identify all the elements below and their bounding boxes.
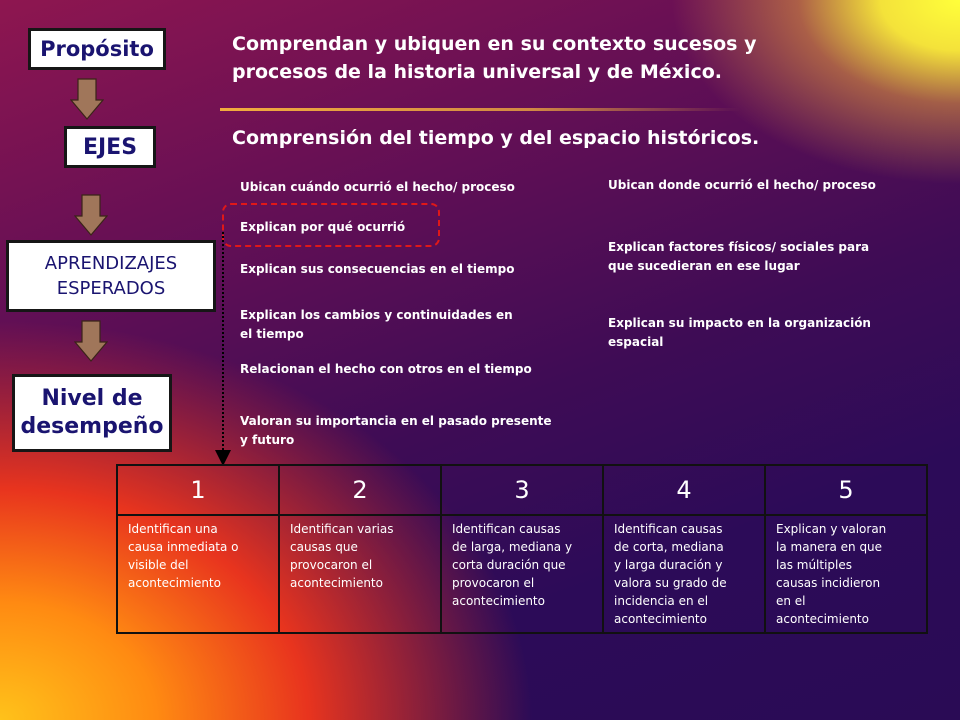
learning-line: Relacionan el hecho con otros en el tiempo [240, 362, 532, 376]
divider-line [220, 108, 740, 111]
description-line: valora su grado de [614, 576, 727, 590]
purpose-line-1: Comprendan y ubiquen en su contexto sucesos y [232, 33, 757, 55]
description-line: acontecimiento [452, 594, 545, 608]
performance-levels-table [116, 464, 928, 634]
description-line: corta duración que [452, 558, 566, 572]
description-line: en el [776, 594, 806, 608]
learning-line: Explican factores físicos/ sociales para [608, 240, 870, 254]
description-line: acontecimiento [614, 612, 707, 626]
description-line: de corta, mediana [614, 540, 724, 554]
level-description [117, 515, 279, 633]
learning-line: espacial [608, 335, 664, 349]
levels-description-row [117, 515, 927, 633]
learning-line: Valoran su importancia en el pasado presente [240, 414, 552, 428]
description-line: Identifican varias [290, 522, 394, 536]
proposito-text: Propósito [40, 37, 154, 61]
aprendizajes-label [6, 240, 216, 312]
ejes-label [64, 126, 156, 168]
level-description [279, 515, 441, 633]
levels-header-row [117, 465, 927, 515]
aprendizajes-line-2: ESPERADOS [56, 278, 166, 299]
description-line: Identifican causas [452, 522, 561, 536]
description-line: Identifican una [128, 522, 218, 536]
learning-line: Explican sus consecuencias en el tiempo [240, 262, 515, 276]
learning-space-item [608, 314, 871, 352]
description-line: las múltiples [776, 558, 853, 572]
level-description [603, 515, 765, 633]
level-number: 4 [603, 465, 765, 515]
description-line: causa inmediata o [128, 540, 239, 554]
learning-line: Explican su impacto en la organización [608, 316, 871, 330]
learning-line: Ubican cuándo ocurrió el hecho/ proceso [240, 180, 515, 194]
description-line: causas que [290, 540, 358, 554]
learning-line: el tiempo [240, 327, 304, 341]
learning-line: Explican los cambios y continuidades en [240, 308, 513, 322]
description-line: de larga, mediana y [452, 540, 573, 554]
level-number: 2 [279, 465, 441, 515]
learning-time-item [240, 260, 514, 279]
purpose-line-2: procesos de la historia universal y de México. [232, 61, 722, 83]
description-line: y larga duración y [614, 558, 723, 572]
description-line: Identifican causas [614, 522, 723, 536]
learning-line: y futuro [240, 433, 295, 447]
description-line: Explican y valoran [776, 522, 887, 536]
level-description [441, 515, 603, 633]
level-description [765, 515, 927, 633]
description-line: acontecimiento [776, 612, 869, 626]
description-line: provocaron el [290, 558, 373, 572]
description-line: causas incidieron [776, 576, 881, 590]
highlight-box [222, 203, 440, 247]
connector-dotted-line [222, 232, 224, 454]
nivel-line-1: Nivel de [41, 386, 143, 411]
learning-line: Ubican donde ocurrió el hecho/ proceso [608, 178, 876, 192]
learning-line: que sucedieran en ese lugar [608, 259, 800, 273]
down-arrow-icon [74, 194, 108, 236]
description-line: acontecimiento [128, 576, 221, 590]
learning-time-item [240, 178, 515, 197]
learning-time-item [240, 412, 552, 450]
ejes-text: EJES [82, 134, 138, 160]
description-line: acontecimiento [290, 576, 383, 590]
description-line: visible del [128, 558, 189, 572]
learning-space-item [608, 238, 869, 276]
down-arrow-icon [70, 78, 104, 120]
description-line: incidencia en el [614, 594, 709, 608]
level-number: 3 [441, 465, 603, 515]
description-line: provocaron el [452, 576, 535, 590]
aprendizajes-line-1: APRENDIZAJES [44, 253, 178, 274]
down-arrow-icon [74, 320, 108, 362]
description-line: la manera en que [776, 540, 883, 554]
level-number: 5 [765, 465, 927, 515]
learning-line: Explican por qué ocurrió [240, 220, 406, 234]
purpose-statement [232, 30, 932, 86]
proposito-label [28, 28, 166, 70]
learning-time-item [240, 360, 532, 379]
nivel-desempeno-label [12, 374, 172, 452]
learning-space-item [608, 176, 876, 195]
level-number: 1 [117, 465, 279, 515]
axis-statement: Comprensión del tiempo y del espacio históricos. [232, 127, 760, 149]
learning-time-item [240, 306, 513, 344]
nivel-line-2: desempeño [20, 414, 164, 439]
